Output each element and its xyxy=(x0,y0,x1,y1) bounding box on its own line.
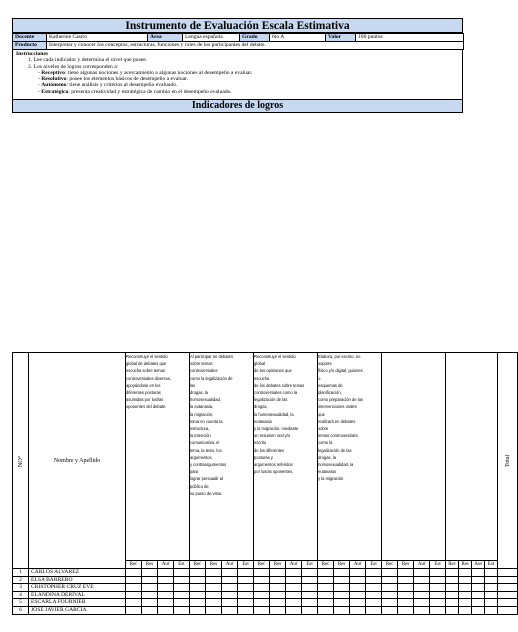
indicator-4: Elabora, por escrito, en soporte físico y/o digital, guiones o esquemas de planificación, como preparación de las intervenciones orales que realizará en debates sobre temas controversiales como la legalización de las drogas, la homosexualidad, la eutanasia y la migración. xyxy=(318,353,382,561)
score-cell[interactable] xyxy=(142,591,158,599)
number-header: NO° xyxy=(13,353,29,569)
level-sublabel: Aut xyxy=(350,561,366,569)
score-cell[interactable] xyxy=(126,606,142,614)
score-cell[interactable] xyxy=(126,576,142,584)
score-cell[interactable] xyxy=(174,584,190,592)
grado-label: Grado xyxy=(240,34,270,42)
score-cell[interactable] xyxy=(190,584,206,592)
level-sublabel: Rec xyxy=(190,561,206,569)
score-cell[interactable] xyxy=(459,599,472,607)
score-cell[interactable] xyxy=(472,584,485,592)
score-cell[interactable] xyxy=(366,584,382,592)
score-cell[interactable] xyxy=(382,569,398,577)
score-cell[interactable] xyxy=(485,576,498,584)
score-cell[interactable] xyxy=(459,576,472,584)
producto-label: Producto xyxy=(13,42,47,50)
score-cell[interactable] xyxy=(485,606,498,614)
level-name: Receptivo xyxy=(41,69,65,76)
level-desc: tiene algunas nociones y acercamiento a algunas nociones al desempeño a evaluar. xyxy=(67,69,253,76)
score-cell[interactable] xyxy=(350,576,366,584)
score-cell[interactable] xyxy=(430,576,446,584)
score-cell[interactable] xyxy=(254,591,270,599)
total-cell[interactable] xyxy=(498,606,518,614)
level-sublabel: Rec xyxy=(126,561,142,569)
score-cell[interactable] xyxy=(366,599,382,607)
student-number: 6 xyxy=(13,606,29,614)
score-cell[interactable] xyxy=(414,576,430,584)
level-sublabel: Res xyxy=(334,561,350,569)
score-cell[interactable] xyxy=(398,576,414,584)
student-number: 5 xyxy=(13,599,29,607)
score-cell[interactable] xyxy=(302,584,318,592)
evaluation-grid xyxy=(12,352,511,615)
student-name: CARLOS ALVAREZ xyxy=(29,569,126,577)
score-cell[interactable] xyxy=(366,569,382,577)
student-name: CRISTOPHER CRUZ EVE xyxy=(29,584,126,592)
score-cell[interactable] xyxy=(350,584,366,592)
score-cell[interactable] xyxy=(286,569,302,577)
level-sublabel: Res xyxy=(459,561,472,569)
level-sublabel: Res xyxy=(270,561,286,569)
score-cell[interactable] xyxy=(190,576,206,584)
area-label: Área xyxy=(148,34,183,42)
level-sublabel: Res xyxy=(142,561,158,569)
document-title: Instrumento de Evaluación Escala Estimativa xyxy=(12,18,463,33)
score-cell[interactable] xyxy=(318,599,334,607)
instructions-box xyxy=(12,50,463,100)
score-cell[interactable] xyxy=(398,599,414,607)
docente-label: Docente xyxy=(13,34,47,42)
level-sublabel: Aut xyxy=(286,561,302,569)
score-cell[interactable] xyxy=(222,576,238,584)
score-cell[interactable] xyxy=(366,576,382,584)
score-cell[interactable] xyxy=(174,576,190,584)
grado-value: 6to A xyxy=(270,34,326,42)
score-cell[interactable] xyxy=(190,599,206,607)
score-cell[interactable] xyxy=(366,591,382,599)
score-cell[interactable] xyxy=(126,591,142,599)
level-sublabel: Aut xyxy=(472,561,485,569)
score-cell[interactable] xyxy=(270,576,286,584)
info-table xyxy=(12,33,464,50)
score-cell[interactable] xyxy=(158,576,174,584)
score-cell[interactable] xyxy=(158,599,174,607)
score-cell[interactable] xyxy=(302,606,318,614)
level-sublabel: Est xyxy=(430,561,446,569)
score-cell[interactable] xyxy=(174,591,190,599)
score-cell[interactable] xyxy=(254,584,270,592)
indicators-heading: Indicadores de logros xyxy=(12,100,463,113)
score-cell[interactable] xyxy=(270,569,286,577)
score-cell[interactable] xyxy=(382,591,398,599)
score-cell[interactable] xyxy=(472,569,485,577)
score-cell[interactable] xyxy=(398,584,414,592)
docente-value: Katherine Castro xyxy=(47,34,148,42)
level-receptivo: - Receptivo: tiene algunas nociones y acercamiento a algunas nociones al desempeño a evaluar. xyxy=(38,69,253,76)
score-cell[interactable] xyxy=(302,569,318,577)
score-cell[interactable] xyxy=(158,569,174,577)
score-cell[interactable] xyxy=(446,576,459,584)
student-row xyxy=(13,599,518,607)
score-cell[interactable] xyxy=(398,606,414,614)
score-cell[interactable] xyxy=(158,606,174,614)
instruction-item: 1. Lee cada indicador y determina el nivel que posee. xyxy=(28,57,148,64)
score-cell[interactable] xyxy=(459,584,472,592)
score-cell[interactable] xyxy=(318,576,334,584)
score-cell[interactable] xyxy=(414,591,430,599)
score-cell[interactable] xyxy=(472,606,485,614)
score-cell[interactable] xyxy=(446,569,459,577)
score-cell[interactable] xyxy=(318,584,334,592)
score-cell[interactable] xyxy=(174,569,190,577)
score-cell[interactable] xyxy=(302,599,318,607)
score-cell[interactable] xyxy=(238,606,254,614)
total-cell[interactable] xyxy=(498,591,518,599)
score-cell[interactable] xyxy=(446,584,459,592)
level-autonomo: - Autónomo: tiene análisis y criterios al desempeño evaluado. xyxy=(38,82,178,89)
score-cell[interactable] xyxy=(430,584,446,592)
score-cell[interactable] xyxy=(206,569,222,577)
student-name: ESCARLA FOURNIER xyxy=(29,599,126,607)
level-sublabel: Rec xyxy=(446,561,459,569)
score-cell[interactable] xyxy=(142,569,158,577)
score-cell[interactable] xyxy=(286,576,302,584)
score-cell[interactable] xyxy=(318,591,334,599)
score-cell[interactable] xyxy=(222,606,238,614)
score-cell[interactable] xyxy=(222,584,238,592)
indicator-2: Al participar en debates sobre temas controversiales como la legalización de las drogas, la homosexualidad, la eutanasia, la migración, toma en cuenta la estructura, la intención comunicativa, el tema, la tesis, los argumentos y contraargumentos para lograr persuadir al público de su punto de vista. xyxy=(190,353,254,561)
evaluation-document xyxy=(12,18,463,113)
indicator-6 xyxy=(446,353,498,561)
indicator-5 xyxy=(382,353,446,561)
level-sublabel: Aut xyxy=(222,561,238,569)
level-sublabel: Est xyxy=(174,561,190,569)
score-cell[interactable] xyxy=(190,569,206,577)
score-cell[interactable] xyxy=(334,584,350,592)
score-cell[interactable] xyxy=(459,569,472,577)
score-cell[interactable] xyxy=(485,599,498,607)
score-cell[interactable] xyxy=(459,606,472,614)
score-cell[interactable] xyxy=(254,599,270,607)
score-cell[interactable] xyxy=(334,591,350,599)
score-cell[interactable] xyxy=(142,584,158,592)
score-cell[interactable] xyxy=(382,576,398,584)
score-cell[interactable] xyxy=(350,606,366,614)
score-cell[interactable] xyxy=(254,569,270,577)
level-name: Estratégico xyxy=(41,88,69,95)
score-cell[interactable] xyxy=(334,599,350,607)
score-cell[interactable] xyxy=(350,599,366,607)
total-cell[interactable] xyxy=(498,599,518,607)
score-cell[interactable] xyxy=(485,584,498,592)
score-cell[interactable] xyxy=(126,599,142,607)
score-cell[interactable] xyxy=(350,569,366,577)
score-cell[interactable] xyxy=(270,606,286,614)
score-cell[interactable] xyxy=(414,584,430,592)
level-sublabel: Res xyxy=(398,561,414,569)
score-cell[interactable] xyxy=(254,576,270,584)
score-cell[interactable] xyxy=(414,606,430,614)
score-cell[interactable] xyxy=(286,584,302,592)
score-cell[interactable] xyxy=(206,606,222,614)
score-cell[interactable] xyxy=(446,599,459,607)
score-cell[interactable] xyxy=(190,591,206,599)
level-name: Resolutivo xyxy=(41,76,67,83)
score-cell[interactable] xyxy=(350,591,366,599)
total-cell[interactable] xyxy=(498,569,518,577)
score-cell[interactable] xyxy=(382,606,398,614)
score-cell[interactable] xyxy=(334,569,350,577)
score-cell[interactable] xyxy=(430,591,446,599)
level-sublabel: Est xyxy=(238,561,254,569)
score-cell[interactable] xyxy=(430,606,446,614)
score-cell[interactable] xyxy=(158,591,174,599)
score-cell[interactable] xyxy=(318,569,334,577)
score-cell[interactable] xyxy=(238,569,254,577)
score-cell[interactable] xyxy=(334,576,350,584)
level-name: Autónomo xyxy=(41,82,67,89)
level-estrategico: - Estratégico: presenta creatividad y estratégica de cambio en el desempeño evaluado. xyxy=(38,88,232,95)
score-cell[interactable] xyxy=(382,599,398,607)
student-row xyxy=(13,576,518,584)
score-cell[interactable] xyxy=(382,584,398,592)
score-cell[interactable] xyxy=(446,591,459,599)
score-cell[interactable] xyxy=(222,591,238,599)
score-cell[interactable] xyxy=(142,576,158,584)
area-value: Lengua española xyxy=(183,34,240,42)
score-cell[interactable] xyxy=(446,606,459,614)
student-row xyxy=(13,591,518,599)
score-cell[interactable] xyxy=(414,599,430,607)
score-cell[interactable] xyxy=(286,606,302,614)
student-number: 4 xyxy=(13,591,29,599)
score-cell[interactable] xyxy=(206,591,222,599)
student-number: 1 xyxy=(13,569,29,577)
score-cell[interactable] xyxy=(158,584,174,592)
student-name: ELSA BARRERO xyxy=(29,576,126,584)
score-cell[interactable] xyxy=(302,591,318,599)
score-cell[interactable] xyxy=(472,599,485,607)
score-cell[interactable] xyxy=(366,606,382,614)
level-sublabel: Est xyxy=(485,561,498,569)
score-cell[interactable] xyxy=(430,569,446,577)
score-cell[interactable] xyxy=(174,599,190,607)
score-cell[interactable] xyxy=(238,591,254,599)
instructions-heading: Instrucciones xyxy=(16,51,49,57)
score-cell[interactable] xyxy=(286,591,302,599)
level-sublabel: Res xyxy=(206,561,222,569)
score-cell[interactable] xyxy=(222,569,238,577)
score-cell[interactable] xyxy=(126,584,142,592)
level-desc: posee los elementos básicos de desempeño a evaluar. xyxy=(69,76,189,83)
score-cell[interactable] xyxy=(238,576,254,584)
total-header: Total xyxy=(498,353,518,569)
score-cell[interactable] xyxy=(485,569,498,577)
level-sublabel: Aut xyxy=(414,561,430,569)
student-name: ELANDINA DERIVAL xyxy=(29,591,126,599)
score-cell[interactable] xyxy=(206,576,222,584)
score-cell[interactable] xyxy=(414,569,430,577)
score-cell[interactable] xyxy=(318,606,334,614)
score-cell[interactable] xyxy=(270,584,286,592)
score-cell[interactable] xyxy=(254,606,270,614)
level-sublabel: Est xyxy=(302,561,318,569)
score-cell[interactable] xyxy=(126,569,142,577)
score-cell[interactable] xyxy=(238,599,254,607)
score-cell[interactable] xyxy=(398,569,414,577)
score-cell[interactable] xyxy=(398,591,414,599)
level-desc: tiene análisis y criterios al desempeño evaluado. xyxy=(69,82,178,89)
student-number: 3 xyxy=(13,584,29,592)
student-row xyxy=(13,606,518,614)
score-cell[interactable] xyxy=(472,591,485,599)
level-sublabel: Rec xyxy=(318,561,334,569)
total-cell[interactable] xyxy=(498,576,518,584)
score-cell[interactable] xyxy=(222,599,238,607)
indicator-3: Reconstruye el sentido global de tus opiniones que escucha de los debates sobre temas controversiales como la legalización de las drogas, la homosexualidad, la eutanasia y la migración, mediante un resumen oral y/o escrito de los diferentes posturas y argumentos referidos por los/as oponentes. xyxy=(254,353,318,561)
student-number: 2 xyxy=(13,576,29,584)
score-cell[interactable] xyxy=(206,599,222,607)
score-cell[interactable] xyxy=(142,599,158,607)
score-cell[interactable] xyxy=(430,599,446,607)
score-cell[interactable] xyxy=(286,599,302,607)
student-name: JOSE JAVIER GARCIA xyxy=(29,606,126,614)
student-row xyxy=(13,569,518,577)
score-cell[interactable] xyxy=(485,591,498,599)
score-cell[interactable] xyxy=(270,591,286,599)
level-sublabel: Est xyxy=(366,561,382,569)
level-sublabel: Rec xyxy=(254,561,270,569)
indicator-1: Reconstruye el sentido global de debates que escucha sobre temas controversiales diversos, apoyándose en los diferentes posturas asumidas por los/las oponentes del debate. xyxy=(126,353,190,561)
score-cell[interactable] xyxy=(472,576,485,584)
score-cell[interactable] xyxy=(142,606,158,614)
score-cell[interactable] xyxy=(270,599,286,607)
score-cell[interactable] xyxy=(459,591,472,599)
level-desc: presenta creatividad y estratégica de cambio en el desempeño evaluado. xyxy=(71,88,232,95)
score-cell[interactable] xyxy=(174,606,190,614)
level-sublabel: Rec xyxy=(382,561,398,569)
level-resolutivo: - Resolutivo: posee los elementos básicos de desempeño a evaluar. xyxy=(38,76,189,83)
student-row xyxy=(13,584,518,592)
producto-value: Interpretar y conocer los conceptos, estructuras, funciones y roles de los participantes del debate. xyxy=(47,42,464,50)
valor-label: Valor xyxy=(326,34,356,42)
name-header: Nombre y Apellido xyxy=(29,353,126,569)
valor-value: 100 puntos xyxy=(356,34,464,42)
total-cell[interactable] xyxy=(498,584,518,592)
grid-table xyxy=(12,352,518,615)
instruction-item: 2. Los niveles de logros corresponden a: xyxy=(28,63,119,70)
score-cell[interactable] xyxy=(334,606,350,614)
score-cell[interactable] xyxy=(238,584,254,592)
level-sublabel: Aut xyxy=(158,561,174,569)
score-cell[interactable] xyxy=(206,584,222,592)
score-cell[interactable] xyxy=(302,576,318,584)
score-cell[interactable] xyxy=(190,606,206,614)
